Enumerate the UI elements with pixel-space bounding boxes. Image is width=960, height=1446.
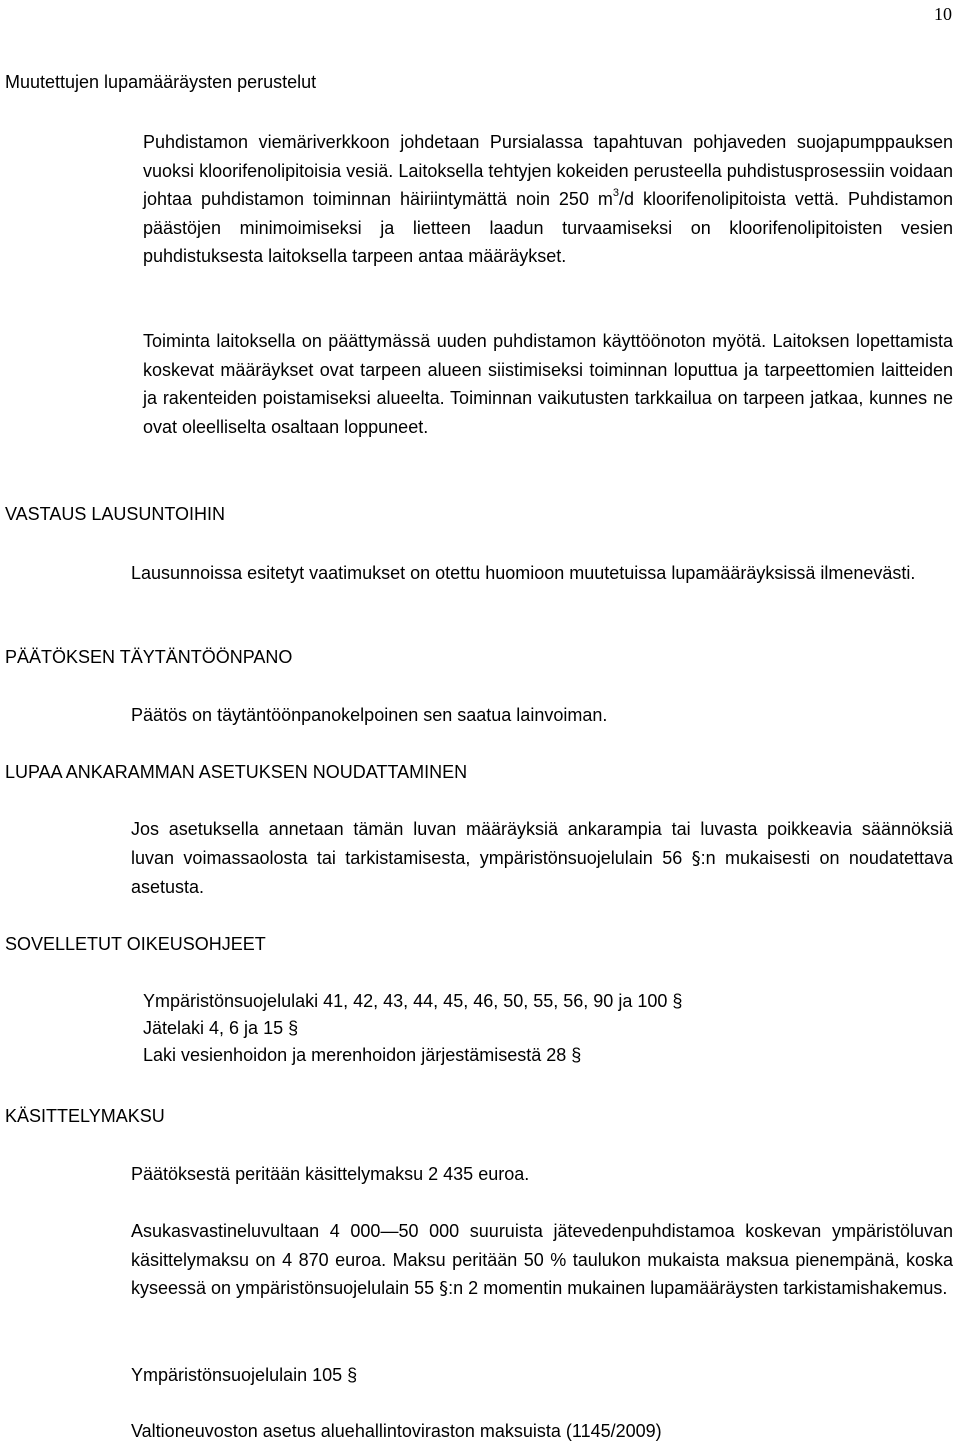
paragraph-text: :n mukaisesti on noudatettava asetusta. [131,847,953,898]
section-sign: § [439,1278,449,1300]
section-heading-vastaus: VASTAUS LAUSUNTOIHIN [5,504,226,524]
paragraph-kasittelymaksu-4 [131,1417,953,1446]
paragraph-text: :n 2 momentin mukainen lupamääräysten tarkistamishakemus. [448,1278,948,1299]
section-heading-perustelut: Muutettujen lupamääräysten perustelut [5,72,317,92]
paragraph-text: Asukasvastineluvultaan 4 000—50 000 suuruista jätevedenpuhdistamoa koskevan ympäristöluvan käsittelymaksu on 4 870 euroa. Maksu peritään 50 % taulukon mukaista maksua pienempänä, koska kyseessä on ympäristönsuojelulain 55 [131,1221,953,1299]
paragraph-text: Ympäristönsuojelulain 105 § [131,1365,358,1385]
paragraph-kasittelymaksu-1 [131,1160,953,1189]
paragraph-text: Toiminta laitoksella on päättymässä uuden puhdistamon käyttöönoton myötä. Laitoksen lopettamista koskevat määräykset ovat tarpeen alueen siistimiseksi toiminnan loputtua ja tarpeettomien laitteiden ja rakenteiden poistamiseksi alueelta. Toiminnan vaikutusten tarkkailua on tarpeen jatkaa, kunnes ne ovat oleelliselta osaltaan loppuneet. [143,331,953,437]
paragraph-vastaus [131,559,953,588]
section-heading-oikeusohjeet: SOVELLETUT OIKEUSOHJEET [5,934,266,954]
section-sign: § [691,847,701,869]
paragraph-text: Lausunnoissa esitetyt vaatimukset on otettu huomioon muutetuissa lupamääräyksissä ilmenevästi. [131,563,916,583]
legal-references-list [143,988,953,1069]
paragraph-text: Jos asetuksella annetaan tämän luvan määräyksiä ankarampia tai luvasta poikkeavia säännöksiä luvan voimassaolosta tai tarkistamisesta, ympäristönsuojelulain 56 [131,819,953,868]
paragraph-kasittelymaksu-2 [131,1217,953,1304]
paragraph-taytantoonpano [131,701,953,730]
page-number: 10 [934,4,952,24]
section-heading-ankaramman: LUPAA ANKARAMMAN ASETUKSEN NOUDATTAMINEN [5,762,468,782]
paragraph-text: Päätöksestä peritään käsittelymaksu 2 435 euroa. [131,1164,530,1184]
section-heading-kasittelymaksu: KÄSITTELYMAKSU [5,1106,165,1126]
paragraph-perustelut-1 [143,128,953,271]
section-heading-taytantoonpano: PÄÄTÖKSEN TÄYTÄNTÖÖNPANO [5,647,293,667]
paragraph-text: Puhdistamon viemäriverkkoon johdetaan Pursialassa tapahtuvan pohjaveden suojapumppauksen vuoksi kloorifenolipitoisia vesiä. Laitoksella tehtyjen kokeiden perusteella puhdistusprosessiin voidaan johtaa puhdistamon toiminnan häiriintymättä noin 250 m [143,132,953,210]
paragraph-text: /d kloorifenolipitoista vettä. Puhdistamon päästöjen minimoimiseksi ja lietteen laadun turvaamiseksi on kloorifenolipitoisten vesien puhdistuksesta laitoksella tarpeen antaa määräykset. [143,189,954,267]
paragraph-ankaramman [131,815,953,902]
paragraph-perustelut-2 [143,327,953,441]
paragraph-kasittelymaksu-3 [131,1361,953,1390]
paragraph-text: Valtioneuvoston asetus aluehallintoviraston maksuista (1145/2009) [131,1421,662,1441]
paragraph-text: Päätös on täytäntöönpanokelpoinen sen saatua lainvoiman. [131,705,608,725]
list-item: Laki vesienhoidon ja merenhoidon järjestämisestä 28 § [143,1045,582,1065]
list-item: Jätelaki 4, 6 ja 15 § [143,1018,299,1038]
list-item: Ympäristönsuojelulaki 41, 42, 43, 44, 45, 46, 50, 55, 56, 90 ja 100 § [143,991,683,1011]
superscript: 3 [612,187,620,200]
